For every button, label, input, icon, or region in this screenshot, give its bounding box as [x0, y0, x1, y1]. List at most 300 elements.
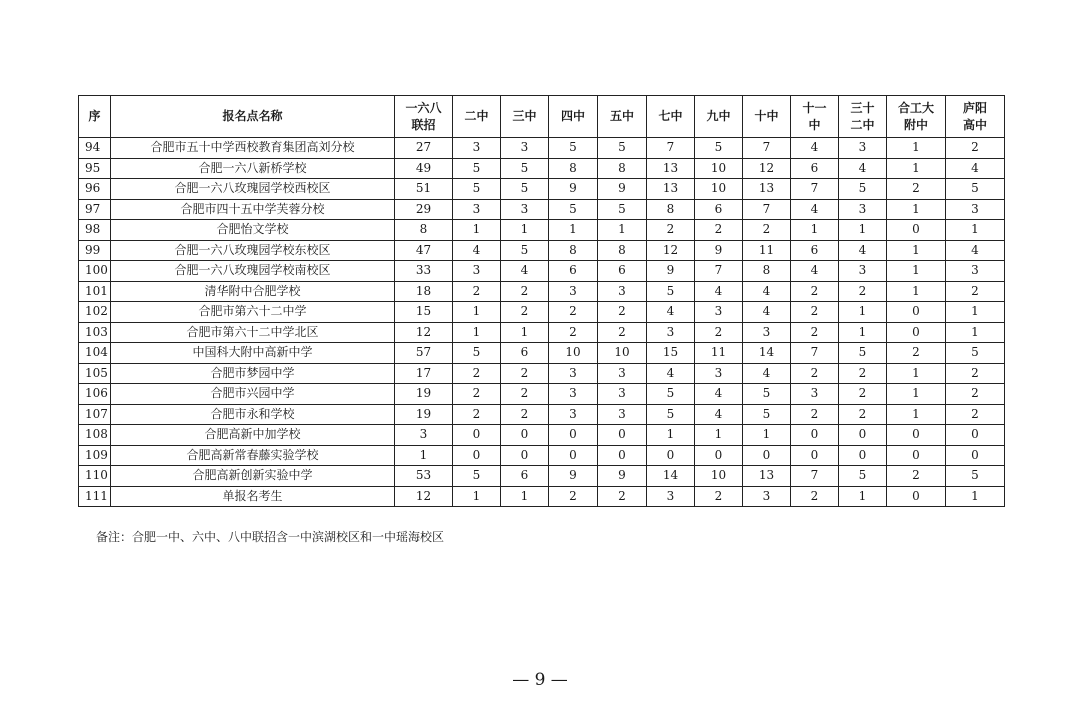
column-header-text: 中: [808, 117, 821, 132]
quota-value: 2: [453, 404, 501, 425]
quota-value: 7: [791, 343, 839, 364]
table-body: [79, 138, 1005, 507]
quota-value: 7: [791, 466, 839, 487]
quota-value: 57: [395, 343, 453, 364]
quota-value: 3: [453, 138, 501, 159]
registration-site-name: 合肥一六八新桥学校: [111, 158, 395, 179]
quota-value: 1: [598, 220, 647, 241]
quota-value: 4: [946, 240, 1005, 261]
quota-value: 9: [647, 261, 695, 282]
registration-site-name: 合肥一六八玫瑰园学校南校区: [111, 261, 395, 282]
quota-value: 0: [695, 445, 743, 466]
row-number: 94: [79, 138, 111, 159]
quota-value: 4: [839, 240, 887, 261]
quota-value: 5: [453, 343, 501, 364]
header-row: [79, 96, 1005, 138]
quota-value: 4: [791, 199, 839, 220]
quota-value: 5: [839, 343, 887, 364]
row-number: 102: [79, 302, 111, 323]
quota-value: 2: [501, 363, 549, 384]
quota-value: 53: [395, 466, 453, 487]
column-header-text: 联招: [411, 117, 436, 132]
table-row: [79, 302, 1005, 323]
quota-value: 3: [598, 363, 647, 384]
quota-value: 0: [887, 425, 946, 446]
quota-value: 5: [743, 384, 791, 405]
table-row: [79, 138, 1005, 159]
quota-value: 8: [549, 240, 598, 261]
quota-value: 7: [791, 179, 839, 200]
table-row: [79, 404, 1005, 425]
quota-value: 0: [598, 425, 647, 446]
column-header: [946, 96, 1005, 138]
quota-value: 2: [647, 220, 695, 241]
table-row: [79, 343, 1005, 364]
quota-value: 1: [501, 486, 549, 507]
quota-value: 2: [839, 384, 887, 405]
quota-value: 6: [695, 199, 743, 220]
column-header-text: 二中: [464, 109, 489, 123]
quota-value: 18: [395, 281, 453, 302]
quota-value: 4: [647, 302, 695, 323]
row-number: 103: [79, 322, 111, 343]
column-header-text: 十一: [802, 100, 827, 115]
quota-value: 0: [839, 445, 887, 466]
quota-value: 1: [946, 302, 1005, 323]
quota-value: 3: [743, 486, 791, 507]
table-row: [79, 363, 1005, 384]
quota-value: 0: [598, 445, 647, 466]
column-header-text: 五中: [609, 109, 634, 123]
quota-value: 2: [946, 363, 1005, 384]
quota-value: 3: [839, 199, 887, 220]
quota-value: 1: [839, 220, 887, 241]
column-header: [395, 96, 453, 138]
column-header: [598, 96, 647, 138]
quota-value: 2: [839, 281, 887, 302]
table-row: [79, 158, 1005, 179]
row-number: 110: [79, 466, 111, 487]
quota-value: 9: [549, 466, 598, 487]
quota-value: 3: [549, 404, 598, 425]
quota-value: 14: [743, 343, 791, 364]
quota-value: 8: [549, 158, 598, 179]
quota-value: 9: [549, 179, 598, 200]
quota-value: 0: [647, 445, 695, 466]
quota-value: 11: [695, 343, 743, 364]
quota-value: 3: [501, 199, 549, 220]
quota-value: 3: [791, 384, 839, 405]
column-header-text: 十中: [754, 109, 779, 123]
quota-value: 2: [453, 363, 501, 384]
quota-value: 8: [743, 261, 791, 282]
row-number: 107: [79, 404, 111, 425]
quota-value: 13: [647, 158, 695, 179]
quota-value: 4: [743, 302, 791, 323]
quota-value: 5: [501, 179, 549, 200]
registration-site-name: 合肥市永和学校: [111, 404, 395, 425]
column-header: [111, 96, 395, 138]
quota-value: 5: [501, 240, 549, 261]
quota-value: 1: [887, 240, 946, 261]
quota-value: 3: [598, 384, 647, 405]
quota-value: 5: [549, 138, 598, 159]
quota-value: 2: [501, 302, 549, 323]
column-header: [79, 96, 111, 138]
quota-value: 2: [887, 179, 946, 200]
column-header-text: 合工大: [897, 100, 934, 115]
row-number: 95: [79, 158, 111, 179]
column-header-text: 二中: [850, 117, 875, 132]
quota-value: 6: [791, 240, 839, 261]
row-number: 100: [79, 261, 111, 282]
quota-value: 3: [839, 261, 887, 282]
column-header-text: 四中: [560, 109, 585, 123]
quota-value: 2: [791, 486, 839, 507]
quota-value: 2: [946, 281, 1005, 302]
quota-value: 0: [946, 425, 1005, 446]
quota-value: 4: [839, 158, 887, 179]
quota-value: 4: [695, 404, 743, 425]
quota-value: 5: [647, 384, 695, 405]
table-header: [79, 96, 1005, 138]
quota-value: 2: [791, 363, 839, 384]
quota-value: 9: [598, 466, 647, 487]
quota-value: 0: [549, 445, 598, 466]
quota-value: 7: [647, 138, 695, 159]
quota-value: 2: [946, 404, 1005, 425]
quota-value: 1: [946, 486, 1005, 507]
quota-value: 47: [395, 240, 453, 261]
table-row: [79, 384, 1005, 405]
quota-value: 0: [887, 445, 946, 466]
quota-value: 3: [743, 322, 791, 343]
quota-value: 12: [743, 158, 791, 179]
quota-value: 2: [743, 220, 791, 241]
quota-value: 3: [549, 384, 598, 405]
row-number: 96: [79, 179, 111, 200]
column-header-text: 七中: [658, 109, 683, 123]
quota-value: 1: [549, 220, 598, 241]
quota-value: 1: [839, 486, 887, 507]
quota-value: 1: [839, 302, 887, 323]
table-row: [79, 425, 1005, 446]
quota-value: 9: [598, 179, 647, 200]
quota-value: 11: [743, 240, 791, 261]
row-number: 98: [79, 220, 111, 241]
row-number: 101: [79, 281, 111, 302]
row-number: 106: [79, 384, 111, 405]
registration-site-name: 合肥市第六十二中学: [111, 302, 395, 323]
quota-value: 12: [647, 240, 695, 261]
quota-value: 1: [946, 220, 1005, 241]
quota-value: 3: [395, 425, 453, 446]
quota-value: 1: [887, 158, 946, 179]
row-number: 104: [79, 343, 111, 364]
quota-value: 2: [549, 322, 598, 343]
quota-value: 5: [501, 158, 549, 179]
quota-value: 5: [549, 199, 598, 220]
table-row: [79, 179, 1005, 200]
quota-value: 3: [598, 404, 647, 425]
quota-value: 2: [887, 343, 946, 364]
quota-value: 8: [598, 240, 647, 261]
quota-value: 1: [887, 138, 946, 159]
quota-value: 2: [887, 466, 946, 487]
column-header-text: 一六八: [405, 100, 442, 115]
quota-value: 0: [453, 445, 501, 466]
quota-value: 33: [395, 261, 453, 282]
registration-site-name: 清华附中合肥学校: [111, 281, 395, 302]
quota-value: 0: [887, 220, 946, 241]
quota-value: 15: [647, 343, 695, 364]
quota-value: 2: [549, 302, 598, 323]
quota-value: 10: [549, 343, 598, 364]
row-number: 108: [79, 425, 111, 446]
quota-value: 2: [598, 302, 647, 323]
registration-site-name: 合肥市五十中学西校教育集团高刘分校: [111, 138, 395, 159]
quota-value: 13: [743, 466, 791, 487]
quota-value: 2: [695, 486, 743, 507]
column-header: [695, 96, 743, 138]
quota-value: 1: [501, 322, 549, 343]
quota-value: 3: [946, 199, 1005, 220]
quota-value: 10: [695, 466, 743, 487]
quota-value: 6: [549, 261, 598, 282]
table-row: [79, 322, 1005, 343]
column-header: [549, 96, 598, 138]
quota-value: 5: [743, 404, 791, 425]
quota-value: 5: [695, 138, 743, 159]
quota-value: 5: [647, 404, 695, 425]
column-header-text: 三十: [850, 100, 875, 115]
quota-value: 2: [501, 404, 549, 425]
quota-value: 0: [743, 445, 791, 466]
row-number: 99: [79, 240, 111, 261]
quota-value: 1: [395, 445, 453, 466]
registration-site-name: 合肥高新中加学校: [111, 425, 395, 446]
quota-value: 10: [598, 343, 647, 364]
table-row: [79, 220, 1005, 241]
quota-value: 2: [549, 486, 598, 507]
quota-value: 2: [453, 384, 501, 405]
table-note: 备注：合肥一中、六中、八中联招含一中滨湖校区和一中瑶海校区: [96, 530, 445, 544]
column-header: [887, 96, 946, 138]
quota-value: 2: [791, 322, 839, 343]
quota-value: 2: [598, 486, 647, 507]
table-row: [79, 445, 1005, 466]
quota-value: 5: [453, 158, 501, 179]
quota-value: 1: [501, 220, 549, 241]
quota-value: 5: [598, 138, 647, 159]
registration-site-name: 合肥市四十五中学芙蓉分校: [111, 199, 395, 220]
quota-value: 29: [395, 199, 453, 220]
quota-value: 3: [647, 486, 695, 507]
column-header: [839, 96, 887, 138]
quota-value: 1: [453, 486, 501, 507]
quota-value: 3: [695, 302, 743, 323]
column-header: [501, 96, 549, 138]
quota-value: 3: [549, 363, 598, 384]
registration-site-name: 单报名考生: [111, 486, 395, 507]
quota-value: 3: [839, 138, 887, 159]
quota-value: 4: [695, 384, 743, 405]
quota-value: 0: [887, 486, 946, 507]
row-number: 105: [79, 363, 111, 384]
quota-value: 3: [549, 281, 598, 302]
column-header: [743, 96, 791, 138]
registration-site-name: 合肥市兴园中学: [111, 384, 395, 405]
quota-value: 0: [887, 322, 946, 343]
quota-value: 1: [839, 322, 887, 343]
quota-value: 2: [598, 322, 647, 343]
quota-value: 1: [453, 220, 501, 241]
quota-value: 4: [743, 281, 791, 302]
quota-value: 2: [946, 384, 1005, 405]
quota-value: 0: [501, 445, 549, 466]
quota-value: 2: [946, 138, 1005, 159]
quota-value: 2: [453, 281, 501, 302]
quota-value: 1: [887, 261, 946, 282]
quota-value: 1: [695, 425, 743, 446]
row-number: 109: [79, 445, 111, 466]
quota-value: 0: [501, 425, 549, 446]
quota-value: 1: [887, 384, 946, 405]
quota-value: 2: [839, 363, 887, 384]
quota-value: 27: [395, 138, 453, 159]
column-header-text: 报名点名称: [222, 109, 283, 123]
quota-value: 5: [946, 179, 1005, 200]
quota-value: 15: [395, 302, 453, 323]
quota-value: 4: [501, 261, 549, 282]
quota-value: 49: [395, 158, 453, 179]
registration-site-name: 合肥市梦园中学: [111, 363, 395, 384]
registration-site-name: 合肥一六八玫瑰园学校西校区: [111, 179, 395, 200]
quota-value: 3: [453, 199, 501, 220]
quota-value: 10: [695, 179, 743, 200]
quota-value: 7: [743, 199, 791, 220]
quota-value: 1: [453, 302, 501, 323]
quota-value: 2: [501, 384, 549, 405]
quota-value: 5: [647, 281, 695, 302]
row-number: 111: [79, 486, 111, 507]
quota-value: 1: [743, 425, 791, 446]
quota-value: 0: [887, 302, 946, 323]
quota-value: 4: [695, 281, 743, 302]
column-header: [791, 96, 839, 138]
quota-value: 2: [695, 220, 743, 241]
quota-value: 5: [598, 199, 647, 220]
quota-value: 3: [453, 261, 501, 282]
quota-value: 13: [743, 179, 791, 200]
quota-value: 12: [395, 322, 453, 343]
quota-value: 10: [695, 158, 743, 179]
quota-value: 2: [791, 281, 839, 302]
column-header: [453, 96, 501, 138]
quota-value: 1: [791, 220, 839, 241]
quota-value: 1: [453, 322, 501, 343]
table-row: [79, 281, 1005, 302]
quota-value: 4: [791, 261, 839, 282]
column-header-text: 附中: [903, 117, 928, 132]
quota-value: 4: [743, 363, 791, 384]
quota-value: 0: [839, 425, 887, 446]
quota-value: 0: [453, 425, 501, 446]
quota-value: 3: [946, 261, 1005, 282]
quota-value: 3: [647, 322, 695, 343]
quota-value: 4: [453, 240, 501, 261]
quota-value: 8: [395, 220, 453, 241]
table-row: [79, 466, 1005, 487]
quota-value: 14: [647, 466, 695, 487]
quota-table-container: [78, 95, 1004, 507]
quota-value: 5: [453, 466, 501, 487]
quota-value: 5: [946, 466, 1005, 487]
quota-value: 2: [791, 302, 839, 323]
table-row: [79, 240, 1005, 261]
quota-value: 12: [395, 486, 453, 507]
quota-value: 2: [501, 281, 549, 302]
table-row: [79, 261, 1005, 282]
quota-value: 6: [501, 343, 549, 364]
registration-site-name: 中国科大附中高新中学: [111, 343, 395, 364]
quota-value: 19: [395, 384, 453, 405]
quota-value: 9: [695, 240, 743, 261]
column-header-text: 三中: [512, 109, 537, 123]
quota-value: 1: [887, 363, 946, 384]
table-row: [79, 486, 1005, 507]
quota-value: 1: [946, 322, 1005, 343]
column-header-text: 高中: [962, 117, 987, 132]
quota-value: 1: [887, 281, 946, 302]
quota-value: 5: [839, 466, 887, 487]
row-number: 97: [79, 199, 111, 220]
quota-value: 51: [395, 179, 453, 200]
quota-value: 2: [839, 404, 887, 425]
registration-site-name: 合肥市第六十二中学北区: [111, 322, 395, 343]
quota-value: 17: [395, 363, 453, 384]
registration-site-name: 合肥高新常春藤实验学校: [111, 445, 395, 466]
quota-value: 2: [695, 322, 743, 343]
quota-value: 2: [791, 404, 839, 425]
column-header-text: 九中: [706, 109, 731, 123]
quota-value: 7: [695, 261, 743, 282]
column-header: [647, 96, 695, 138]
quota-value: 5: [946, 343, 1005, 364]
quota-value: 3: [695, 363, 743, 384]
quota-value: 5: [453, 179, 501, 200]
quota-value: 8: [647, 199, 695, 220]
quota-value: 1: [647, 425, 695, 446]
quota-value: 8: [598, 158, 647, 179]
quota-value: 4: [791, 138, 839, 159]
quota-value: 7: [743, 138, 791, 159]
registration-site-name: 合肥高新创新实验中学: [111, 466, 395, 487]
page-number: — 9 —: [512, 670, 568, 690]
column-header-text: 序: [88, 109, 101, 123]
quota-value: 6: [791, 158, 839, 179]
table-row: [79, 199, 1005, 220]
quota-value: 19: [395, 404, 453, 425]
quota-value: 6: [501, 466, 549, 487]
column-header-text: 庐阳: [962, 100, 987, 115]
quota-value: 6: [598, 261, 647, 282]
quota-value: 3: [501, 138, 549, 159]
quota-value: 5: [839, 179, 887, 200]
quota-value: 0: [791, 445, 839, 466]
registration-site-name: 合肥怡文学校: [111, 220, 395, 241]
quota-value: 4: [647, 363, 695, 384]
